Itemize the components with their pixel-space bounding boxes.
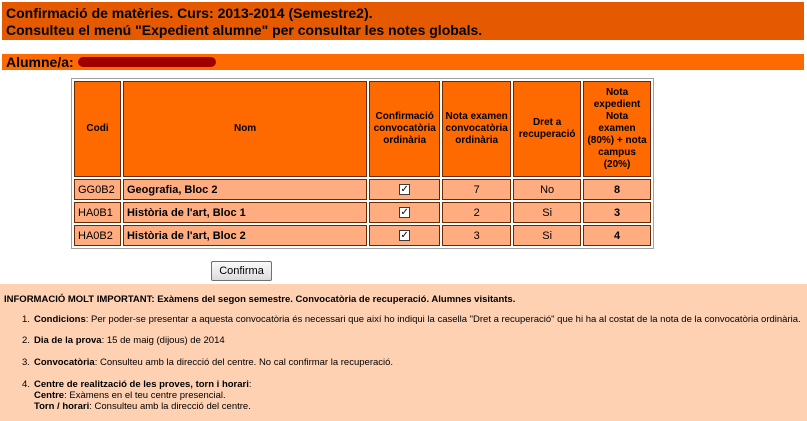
confirm-checkbox[interactable]: ✓: [400, 184, 409, 196]
col-code: Codi: [74, 81, 121, 177]
info-item: [22, 314, 801, 325]
info-item: [22, 357, 393, 368]
info-sub-label: Centre: [34, 390, 65, 401]
info-item-label: Dia de la prova: [34, 335, 102, 346]
cell-name: Història de l'art, Bloc 1: [123, 202, 367, 223]
page-header: [2, 2, 804, 40]
info-sub-text: : Consulteu amb la direcció del centre.: [89, 401, 251, 412]
cell-code: HA0B2: [74, 225, 121, 246]
cell-grade: 3: [583, 202, 651, 223]
confirm-checkbox[interactable]: ✓: [400, 230, 409, 242]
info-item: [22, 379, 252, 412]
cell-confirm: [369, 225, 440, 246]
cell-exam: 2: [442, 202, 511, 223]
col-name: Nom: [123, 81, 367, 177]
info-sub-text: : Exàmens en el teu centre presencial.: [64, 390, 226, 401]
cell-code: HA0B1: [74, 202, 121, 223]
cell-exam: 7: [442, 179, 511, 200]
cell-retake: Si: [513, 225, 581, 246]
table-row: [74, 202, 651, 223]
info-item-text: : Consulteu amb la direcció del centre. No cal confirmar la recuperació.: [94, 357, 394, 368]
cell-code: GG0B2: [74, 179, 121, 200]
info-title: INFORMACIÓ MOLT IMPORTANT: Exàmens del segon semestre. Convocatòria de recuperació. Alumnes visitants.: [4, 294, 516, 305]
cell-name: Història de l'art, Bloc 2: [123, 225, 367, 246]
cell-grade: 4: [583, 225, 651, 246]
confirm-button[interactable]: Confirma: [211, 261, 272, 281]
info-item-text: : 15 de maig (dijous) de 2014: [101, 335, 225, 346]
cell-retake: No: [513, 179, 581, 200]
student-label: Alumne/a:: [6, 54, 74, 70]
info-item-text: : Per poder-se presentar a aquesta convocatòria és necessari que així ho indiqui la casella "Dret a recuperació" que hi ha al costat de la nota de la convocatòria ordinària.: [85, 314, 801, 325]
col-confirm: Confirmació convocatòria ordinària: [369, 81, 440, 177]
info-item-label: Convocatòria: [34, 357, 95, 368]
info-item-number: 4.: [22, 379, 30, 390]
info-item-text: :: [248, 379, 252, 390]
table-row: [74, 225, 651, 246]
subjects-table: [71, 78, 654, 249]
student-bar: [2, 54, 804, 70]
info-item: [22, 335, 225, 346]
col-exam: Nota examen convocatòria ordinària: [442, 81, 511, 177]
info-item-label: Condicions: [34, 314, 86, 325]
header-subtitle: Consulteu el menú "Expedient alumne" per consultar les notes globals.: [6, 22, 483, 38]
cell-exam: 3: [442, 225, 511, 246]
info-sub-label: Torn / horari: [34, 401, 90, 412]
cell-retake: Si: [513, 202, 581, 223]
info-item-label: Centre de realització de les proves, torn i horari: [34, 379, 249, 390]
info-item-number: 2.: [22, 335, 30, 346]
col-retake: Dret a recuperació: [513, 81, 581, 177]
col-expedient: Nota expedient Nota examen (80%) + nota campus (20%): [583, 81, 651, 177]
cell-confirm: [369, 179, 440, 200]
info-item-number: 3.: [22, 357, 30, 368]
info-item-number: 1.: [22, 314, 30, 325]
info-panel: [0, 284, 807, 421]
cell-name: Geografia, Bloc 2: [123, 179, 367, 200]
table-row: [74, 179, 651, 200]
cell-confirm: [369, 202, 440, 223]
table-header-row: [74, 81, 651, 177]
student-name-redacted: [78, 57, 216, 67]
header-title: Confirmació de matèries. Curs: 2013-2014 (Semestre2).: [6, 5, 373, 21]
confirm-checkbox[interactable]: ✓: [400, 207, 409, 219]
cell-grade: 8: [583, 179, 651, 200]
